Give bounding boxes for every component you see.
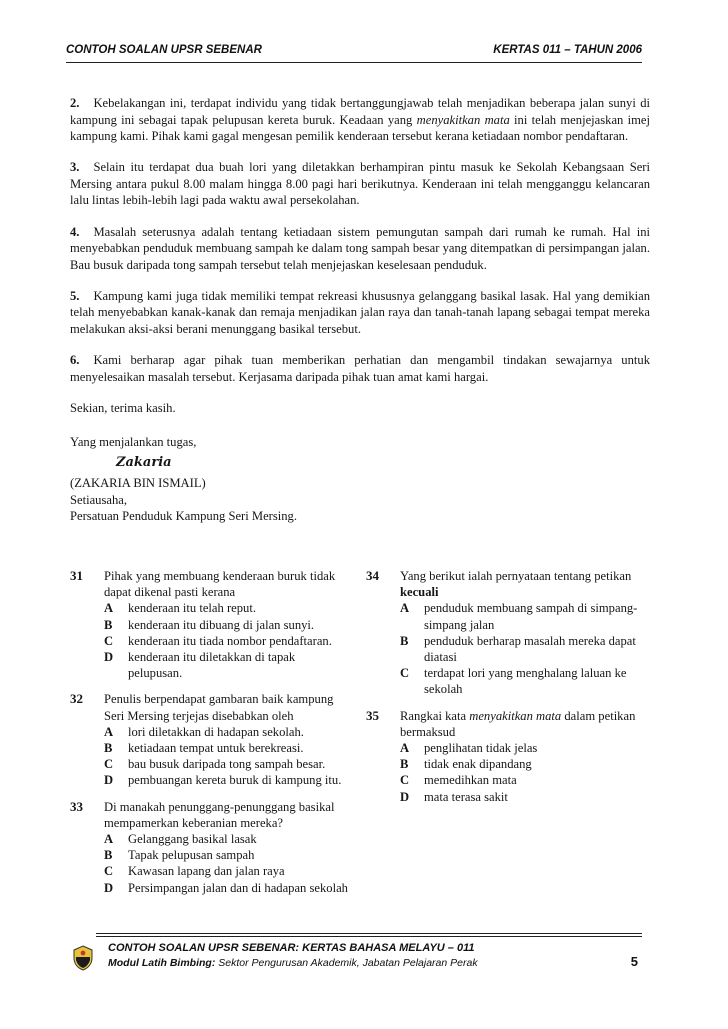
option-letter: C [400, 666, 410, 681]
stem-text: Yang berikut ialah pernyataan tentang petikan [400, 569, 632, 583]
option-letter: C [400, 773, 410, 788]
question-stem: Penulis berpendapat gambaran baik kampung Seri Mersing terjejas disebabkan oleh [104, 692, 334, 723]
paragraph-4 [70, 224, 650, 274]
option-letter: B [104, 741, 113, 756]
option-letter: D [104, 650, 114, 665]
option-letter: C [104, 757, 114, 772]
question-number: 34 [366, 568, 379, 583]
option-letter: A [104, 724, 114, 739]
option-a [400, 740, 648, 756]
option-d [104, 772, 352, 788]
questions-right-column [366, 568, 648, 815]
footer-rule [96, 933, 642, 934]
state-crest-icon [72, 945, 94, 971]
option-letter: B [104, 848, 113, 863]
header-rule [66, 62, 642, 63]
stem-text: dalam petikan bermaksud [400, 708, 636, 739]
paragraph-text: Masalah seterusnya adalah tentang ketiadaan sistem pemungutan sampah dari rumah ke rumah. Hal ini menyebabkan penduduk membuang sampah ke dalam tong sampah besar yang ditempatkan di persimpangan jalan. Bau busuk daripada tong sampah tersebut telah menjejaskan keselesaan penduduk. [70, 224, 650, 272]
option-c [104, 863, 352, 879]
paragraph-2 [70, 95, 650, 145]
option-d [104, 880, 352, 896]
option-text: lori diletakkan di hadapan sekolah. [128, 724, 304, 739]
option-text: kenderaan itu telah reput. [128, 601, 256, 616]
question-32 [70, 691, 352, 788]
option-letter: C [104, 633, 114, 648]
header-right: KERTAS 011 – TAHUN 2006 [493, 44, 642, 56]
paragraph-text: Selain itu terdapat dua buah lori yang diletakkan berhampiran pintu masuk ke Sekolah Kebangsaan Seri Mersing antara pukul 8.00 malam hingga 8.00 pagi hari berikutnya. Kenderaan ini telah mengganggu kelancaran lalu lintas lebih-lebih lagi pada waktu awal persekolahan. [70, 160, 650, 208]
signature: Zakaria [116, 455, 172, 470]
page-number: 5 [630, 954, 638, 969]
footer-subtitle [108, 957, 478, 969]
page-header [66, 44, 642, 62]
option-b [104, 740, 352, 756]
paragraph-text: Kampung kami juga tidak memiliki tempat rekreasi khususnya gelanggang basikal lasak. Hal yang demikian telah menyebabkan kanak-kanak dan remaja menjadikan jalan raya dan tanah-tanah lapang sebagai tempat mereka melakukan aksi-aksi berani menunggang basikal tersebut. [70, 288, 650, 337]
option-c [400, 772, 648, 788]
question-number: 35 [366, 707, 379, 723]
stem-italic-phrase: menyakitkan mata [469, 708, 562, 723]
paragraph-number: 3. [70, 160, 80, 175]
option-text: kenderaan itu dibuang di jalan sunyi. [128, 617, 315, 632]
closing-line: Sekian, terima kasih. [70, 400, 176, 415]
paragraph-5 [70, 288, 650, 338]
footer-title: CONTOH SOALAN UPSR SEBENAR: KERTAS BAHASA MELAYU – 011 [108, 942, 475, 954]
option-text: Gelanggang basikal lasak [128, 832, 257, 847]
option-a [104, 600, 352, 616]
question-number: 33 [70, 798, 83, 814]
question-stem [400, 568, 648, 600]
option-b [400, 756, 648, 772]
option-text: bau busuk daripada tong sampah besar. [128, 757, 326, 772]
option-letter: D [104, 773, 114, 788]
option-text: Persimpangan jalan dan di hadapan sekolah [128, 880, 348, 895]
question-34 [366, 568, 648, 698]
option-text: memedihkan mata [424, 773, 517, 788]
option-b [104, 617, 352, 633]
option-letter: A [400, 741, 410, 756]
question-stem: Pihak yang membuang kenderaan buruk tidak dapat dikenal pasti kerana [104, 569, 336, 600]
option-d [400, 789, 648, 805]
footer-rule [96, 936, 642, 937]
option-text: Kawasan lapang dan jalan raya [128, 864, 285, 879]
signer-organisation: Persatuan Penduduk Kampung Seri Mersing. [70, 509, 298, 524]
paragraph-3 [70, 159, 650, 209]
footer-subtitle-rest: Sektor Pengurusan Akademik, Jabatan Pelajaran Perak [215, 957, 478, 969]
option-text: terdapat lori yang menghalang laluan ke sekolah [424, 666, 627, 697]
option-text: penglihatan tidak jelas [424, 741, 538, 756]
option-a [104, 724, 352, 740]
paragraph-number: 2. [70, 96, 80, 110]
signer-role: Setiausaha, [70, 492, 128, 507]
option-text: tidak enak dipandang [424, 757, 532, 772]
option-letter: B [400, 757, 409, 772]
paragraph-number: 5. [70, 288, 80, 303]
stem-emphasis: kecuali [400, 585, 439, 600]
paragraph-text: ini telah menjejaskan imej kampung kami. Pihak kami gagal mengesan pemilik kenderaan tersebut kerana ketiadaan nombor pendaftaran. [70, 112, 650, 144]
option-b [104, 847, 352, 863]
option-text: penduduk berharap masalah mereka dapat diatasi [424, 633, 636, 665]
paragraph-number: 6. [70, 353, 80, 368]
option-text: Tapak pelupusan sampah [128, 848, 255, 863]
option-text: kenderaan itu tiada nombor pendaftaran. [128, 633, 332, 648]
question-number: 32 [70, 691, 83, 707]
signoff-line: Yang menjalankan tugas, [70, 435, 197, 450]
question-35 [366, 708, 648, 805]
option-c [400, 665, 648, 697]
option-letter: D [400, 789, 410, 804]
header-left: CONTOH SOALAN UPSR SEBENAR [66, 44, 262, 56]
option-text: ketiadaan tempat untuk berekreasi. [128, 741, 304, 756]
option-letter: C [104, 864, 114, 879]
option-text: kenderaan itu diletakkan di tapak pelupusan. [128, 650, 296, 681]
signer-name: (ZAKARIA BIN ISMAIL) [70, 476, 206, 490]
option-text: penduduk membuang sampah di simpang-simpang jalan [424, 601, 638, 632]
question-31 [70, 568, 352, 681]
option-text: mata terasa sakit [424, 789, 508, 804]
paragraph-number: 4. [70, 224, 80, 239]
option-letter: A [104, 601, 114, 616]
option-letter: D [104, 880, 114, 895]
letter-body [70, 95, 650, 525]
option-a [400, 600, 648, 632]
paragraph-6 [70, 352, 650, 385]
option-letter: B [400, 633, 409, 648]
question-stem [400, 708, 648, 740]
footer-subtitle-bold: Modul Latih Bimbing: [108, 957, 216, 969]
option-letter: B [104, 617, 113, 632]
option-letter: A [104, 832, 114, 847]
questions-left-column [70, 568, 352, 906]
paragraph-italic-phrase: menyakitkan mata [416, 112, 510, 127]
paragraph-text: Kebelakangan ini, terdapat individu yang tidak bertanggungjawab telah menjadikan beberapa jalan sunyi di kampung ini sebagai tapak pelupusan kereta buruk. Keadaan yang [70, 96, 650, 127]
option-c [104, 756, 352, 772]
option-text: pembuangan kereta buruk di kampung itu. [128, 773, 342, 788]
paragraph-text: Kami berharap agar pihak tuan memberikan perhatian dan mengambil tindakan sewajarnya untuk menyelesaikan masalah tersebut. Kerjasama daripada pihak tuan amat kami hargai. [70, 353, 650, 384]
option-c [104, 633, 352, 649]
question-stem: Di manakah penunggang-penunggang basikal mempamerkan keberanian mereka? [104, 799, 335, 830]
option-a [104, 831, 352, 847]
option-letter: A [400, 601, 410, 616]
stem-text: Rangkai kata [400, 708, 470, 723]
question-33 [70, 799, 352, 896]
question-number: 31 [70, 568, 83, 583]
option-b [400, 633, 648, 665]
option-d [104, 649, 352, 681]
